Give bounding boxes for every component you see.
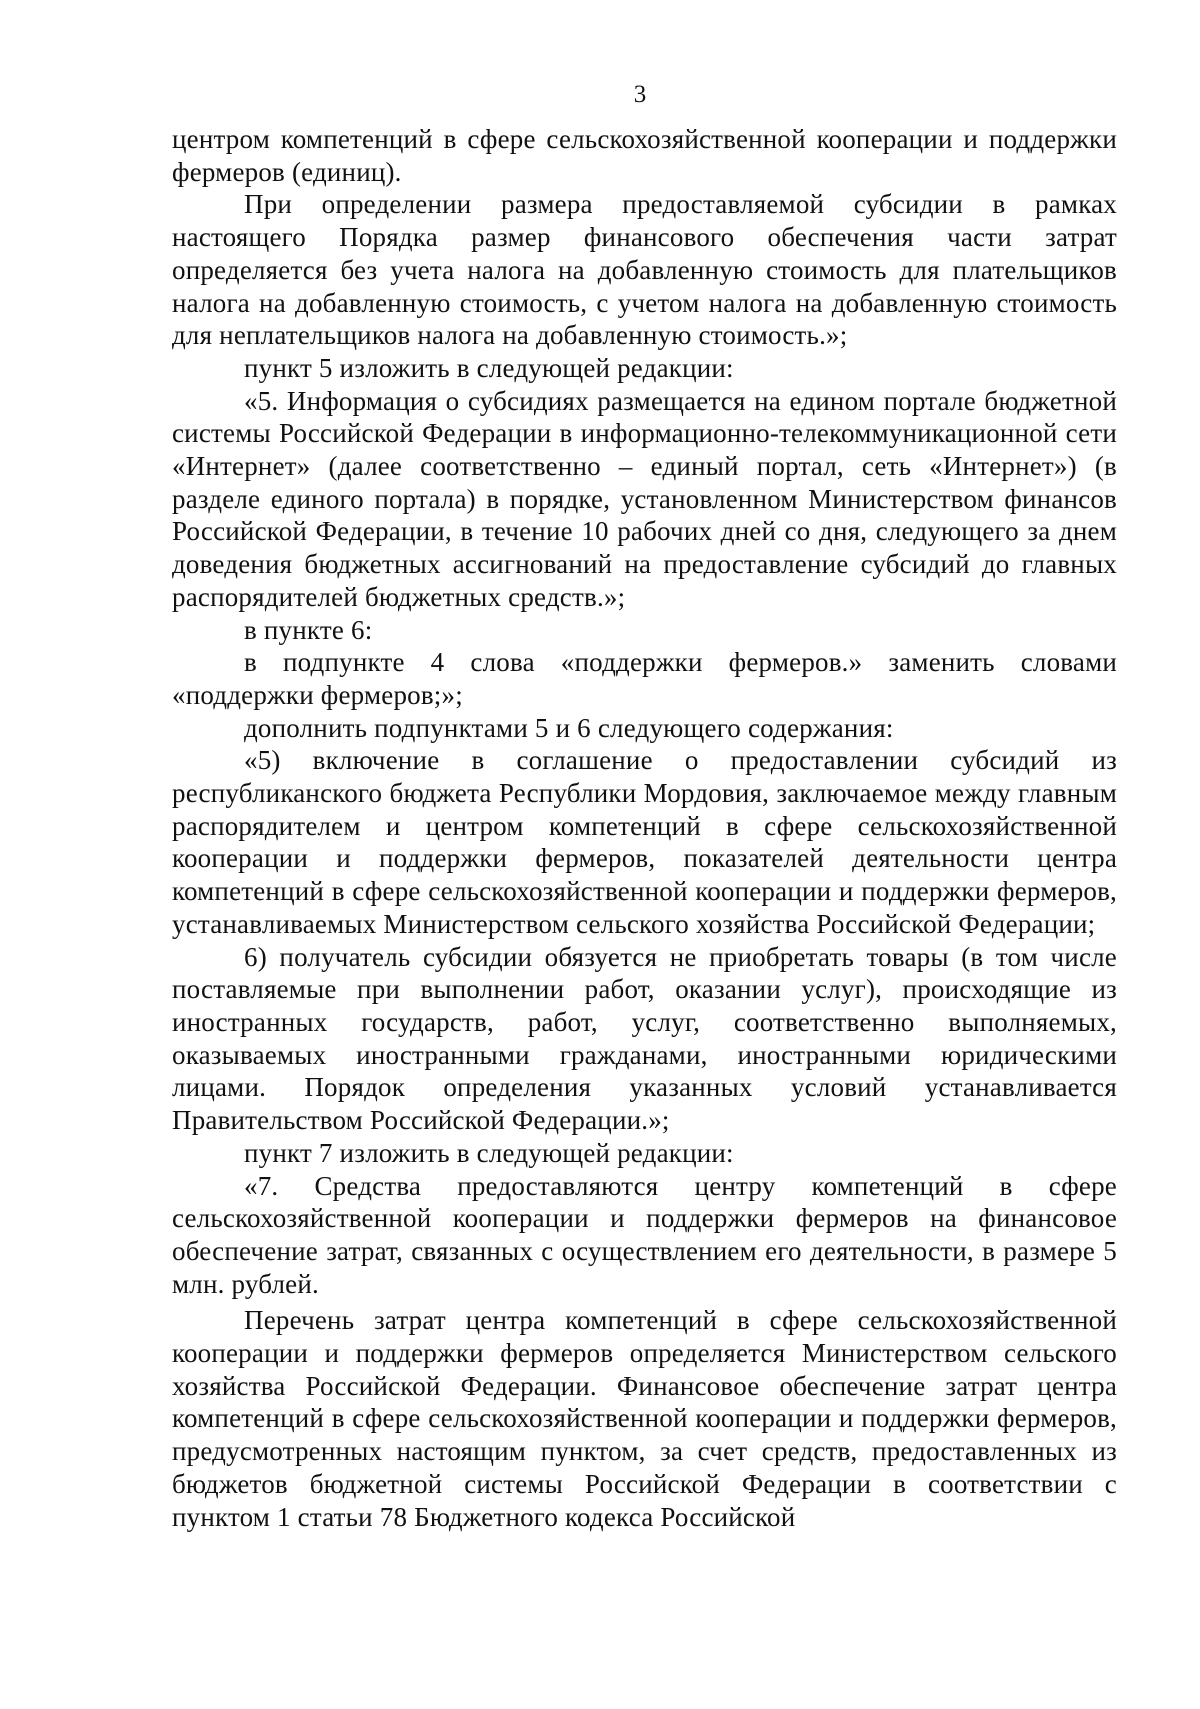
paragraph: 6) получатель субсидии обязуется не приобретать товары (в том числе поставляемые при выполнении работ, оказании услуг), происходящие из иностранных государств, работ, услуг, соответственно выполняемых, оказываемых иностранными гражданами, иностранными юридическими лицами. Порядок определения указанных условий устанавливается Правительством Российской Федерации.»; — [172, 941, 1117, 1136]
paragraph: «5. Информация о субсидиях размещается на едином портале бюджетной системы Российской Федерации в информационно-телекоммуникационной сети «Интернет» (далее соответственно – единый портал, сеть «Интернет») (в разделе единого портала) в порядке, установленном Министерством финансов Российской Федерации, в течение 10 рабочих дней со дня, следующего за днем доведения бюджетных ассигнований на предоставление субсидий до главных распорядителей бюджетных средств.»; — [172, 385, 1117, 612]
paragraph: пункт 7 изложить в следующей редакции: — [244, 1137, 734, 1168]
paragraph: дополнить подпунктами 5 и 6 следующего содержания: — [244, 712, 894, 743]
page-number: 3 — [633, 81, 647, 108]
paragraph: пункт 5 изложить в следующей редакции: — [244, 352, 734, 383]
paragraph: Перечень затрат центра компетенций в сфере сельскохозяйственной кооперации и поддержки фермеров определяется Министерством сельского хозяйства Российской Федерации. Финансовое обеспечение затрат центра компетенций в сфере сельскохозяйственной кооперации и поддержки фермеров, предусмотренных настоящим пунктом, за счет средств, предоставленных из бюджетов бюджетной системы Российской Федерации в соответствии с пунктом 1 статьи 78 Бюджетного кодекса Российской — [172, 1305, 1117, 1532]
paragraph: в подпункте 4 слова «поддержки фермеров.» заменить словами «поддержки фермеров;»; — [172, 647, 1117, 710]
paragraph: центром компетенций в сфере сельскохозяйственной кооперации и поддержки фермеров (единиц). — [172, 124, 1117, 187]
paragraph: При определении размера предоставляемой субсидии в рамках настоящего Порядка размер финансового обеспечения части затрат определяется без учета налога на добавленную стоимость для плательщиков налога на добавленную стоимость, с учетом налога на добавленную стоимость для неплательщиков налога на добавленную стоимость.»; — [172, 189, 1117, 351]
document-body — [172, 123, 1117, 1533]
paragraph: «5) включение в соглашение о предоставлении субсидий из республиканского бюджета Республики Мордовия, заключаемое между главным распорядителем и центром компетенций в сфере сельскохозяйственной кооперации и поддержки фермеров, показателей деятельности центра компетенций в сфере сельскохозяйственной кооперации и поддержки фермеров, устанавливаемых Министерством сельского хозяйства Российской Федерации; — [172, 745, 1117, 939]
paragraph: «7. Средства предоставляются центру компетенций в сфере сельскохозяйственной кооперации и поддержки фермеров на финансовое обеспечение затрат, связанных с осуществлением его деятельности, в размере 5 млн. рублей. — [172, 1170, 1117, 1299]
paragraph: в пункте 6: — [244, 614, 373, 645]
